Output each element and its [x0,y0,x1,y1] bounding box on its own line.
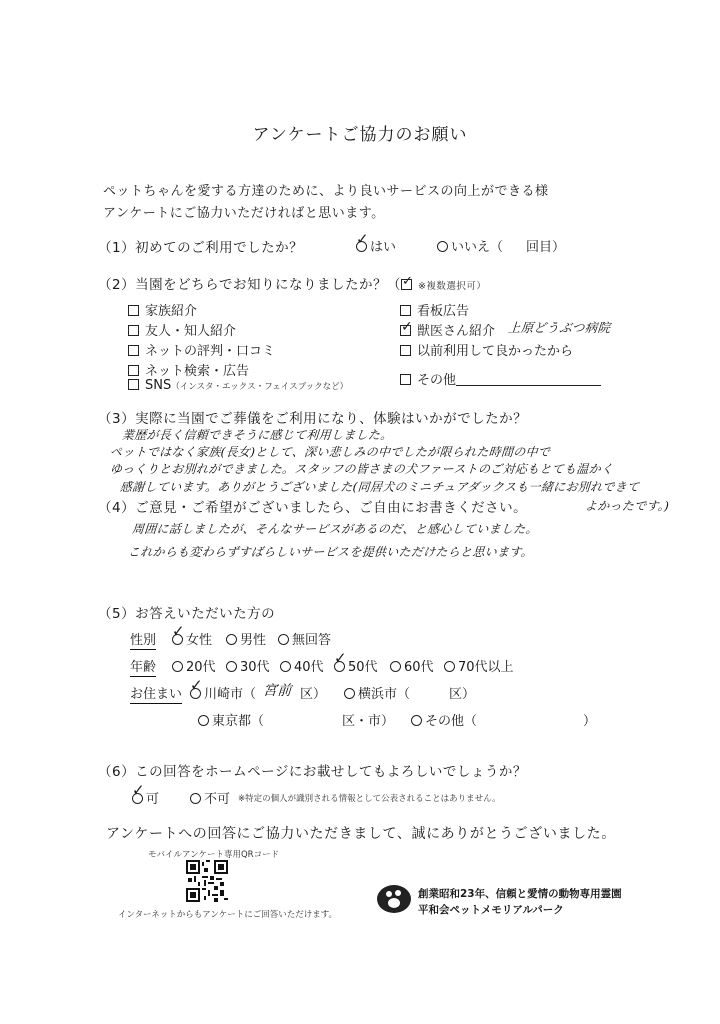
option-label: 40代 [294,660,324,675]
option-label: 獣医さん紹介 [417,324,496,339]
radio-icon [344,688,355,699]
q5-question: （5）お答えいただいた方の [98,606,276,622]
option-label: 東京都（ [212,714,265,729]
paw-logo-icon [376,884,412,914]
other-close-paren: ） [583,714,597,729]
radio-icon [278,634,289,645]
option-label: 50代 [348,660,378,675]
address-yokohama-option[interactable] [344,683,410,702]
gender-male-option[interactable] [226,629,266,648]
q4-question: （4）ご意見・ご希望がございましたら、ご自由にお書きください。 [98,500,528,516]
company-tagline: 創業昭和23年、信頼と愛情の動物専用霊園 [418,888,622,900]
q2-question-text: （2）当園をどちらでお知りになりましたか？（ [98,277,401,293]
option-label: 家族紹介 [145,304,198,319]
q2-option-sign[interactable] [400,300,469,319]
checkmark-icon: ✓ [172,622,185,640]
checkbox-icon [400,305,411,316]
q3-question: （3）実際に当園でご葬儀をご利用になり、体験はいかがでしたか？ [98,411,528,427]
option-label: 以前利用して良かったから [417,344,574,359]
radio-icon [411,715,422,726]
checkbox-icon [128,305,139,316]
option-label: SNS [145,378,172,393]
option-label: その他（ [425,714,478,729]
age-30s-option[interactable] [226,656,270,675]
intro-line-1: ペットちゃんを愛する方達のために、より良いサービスの向上ができる様 [103,184,549,199]
checkbox-checked-icon: ✓ [401,319,413,335]
age-20s-option[interactable] [172,656,216,675]
checkbox-icon [128,345,139,356]
checkbox-icon [400,345,411,356]
option-label: 可 [146,792,160,807]
sns-note: （インスタ・エックス・フェイスブックなど） [171,382,349,392]
gender-none-option[interactable] [278,629,331,648]
checkmark-icon: ✓ [132,781,145,799]
option-label: 70代以上 [458,660,514,675]
q2-option-friend[interactable] [128,320,236,339]
q6-note: ※特定の個人が識別される情報として公表されることはありません。 [238,794,501,804]
q3-answer-line: よかったです。) [584,499,670,513]
checkbox-icon [128,325,139,336]
q1-no-label: いいえ（ [451,240,504,255]
page-title: アンケートご協力のお願い [252,125,468,145]
q2-multi-note: ※複数選択可） [417,281,487,292]
option-label: 無回答 [292,633,332,648]
company-logo [376,884,412,918]
address-label: お住まい [130,683,182,704]
option-label: 30代 [240,660,270,675]
checkbox-icon [400,374,411,385]
age-60s-option[interactable] [390,656,434,675]
option-label: ネット検索・広告 [145,364,250,379]
option-label: 女性 [186,633,213,648]
q3-answer-line: 業歴が長く信頼できそうに感じて利用しました。 [121,428,394,442]
q2-option-previous[interactable] [400,340,573,359]
q2-option-sns[interactable] [128,378,348,393]
yokohama-ku-label: 区） [449,687,476,702]
q1-no-option[interactable] [437,236,503,255]
option-label: 男性 [240,633,267,648]
q4-answer-line: 周囲に話しましたが、そんなサービスがあるのだ、と感心していました。 [131,522,539,536]
other-line [456,375,601,386]
company-name: 平和会ペットメモリアルパーク [418,904,564,916]
kawasaki-ward-handwritten: 宮前 [262,683,293,699]
q6-no-option[interactable] [190,788,230,807]
q1-count-label: 回目） [526,240,566,255]
option-label: 看板広告 [417,304,470,319]
option-label: 20代 [186,660,216,675]
q4-answer-line: これからも変わらずすばらしいサービスを提供いただけたらと思います。 [127,545,534,559]
q3-answer-line: ペットではなく家族(長女)として、深い悲しみの中でしたが限られた時間の中で [109,445,551,459]
radio-icon [444,661,455,672]
qr-code-image[interactable] [186,860,228,906]
age-70s-option[interactable] [444,656,514,675]
radio-icon [390,661,401,672]
qr-code-icon [186,860,228,902]
address-tokyo-option[interactable] [198,710,264,729]
internet-note: インターネットからもアンケートにご回答いただけます。 [118,910,338,920]
radio-icon [198,715,209,726]
age-40s-option[interactable] [280,656,324,675]
option-label: ネットの評判・口コミ [145,344,276,359]
radio-icon [172,661,183,672]
thanks-message: アンケートへの回答にご協力いただきまして、誠にありがとうございました。 [106,826,616,842]
option-label: 友人・知人紹介 [145,324,237,339]
age-label: 年齢 [130,656,156,677]
option-label: 横浜市（ [358,687,411,702]
q3-answer-line: ゆっくりとお別れができました。スタッフの皆さまの犬ファーストのご対応もとても温かく [109,462,614,476]
radio-icon [190,793,201,804]
kawasaki-ku-label: 区） [300,687,327,702]
option-label: 60代 [404,660,434,675]
q6-question: （6）この回答をホームページにお載せしてもよろしいでしょうか？ [98,764,527,780]
q1-yes-label: はい [370,240,397,255]
radio-icon [226,634,237,645]
option-label: 不可 [204,792,231,807]
address-other-option[interactable] [411,710,477,729]
q2-option-reviews[interactable] [128,340,275,359]
q1-question: （1）初めてのご利用でしたか？ [98,240,304,256]
checkbox-icon [128,365,139,376]
q2-option-family[interactable] [128,300,197,319]
gender-label: 性別 [130,629,156,650]
radio-icon [226,661,237,672]
q3-answer-line: 感謝しています。ありがとうございました(同居犬のミニチュアダックスも一緒にお別れできて [119,480,640,494]
checkmark-icon: ✓ [356,230,369,248]
tokyo-ku-shi-label: 区・市） [342,714,395,729]
radio-icon [437,241,448,252]
q2-option-search[interactable] [128,360,249,379]
checkmark-icon: ✓ [190,676,203,694]
intro-line-2: アンケートにご協力いただければと思います。 [103,206,385,221]
option-label: 川崎市（ [204,687,257,702]
q2-option-vet[interactable] [400,320,495,339]
option-label: その他 [417,373,457,388]
q2-question [98,273,486,293]
radio-icon [280,661,291,672]
checkmark-icon: ✓ [334,649,347,667]
checkbox-icon [128,379,139,390]
vet-handwritten: 上原どうぶつ病院 [507,320,611,335]
q2-option-other[interactable] [400,369,601,388]
qr-label: モバイルアンケート専用QRコード [148,850,280,860]
checkbox-checked-icon: ✓ [401,274,414,289]
